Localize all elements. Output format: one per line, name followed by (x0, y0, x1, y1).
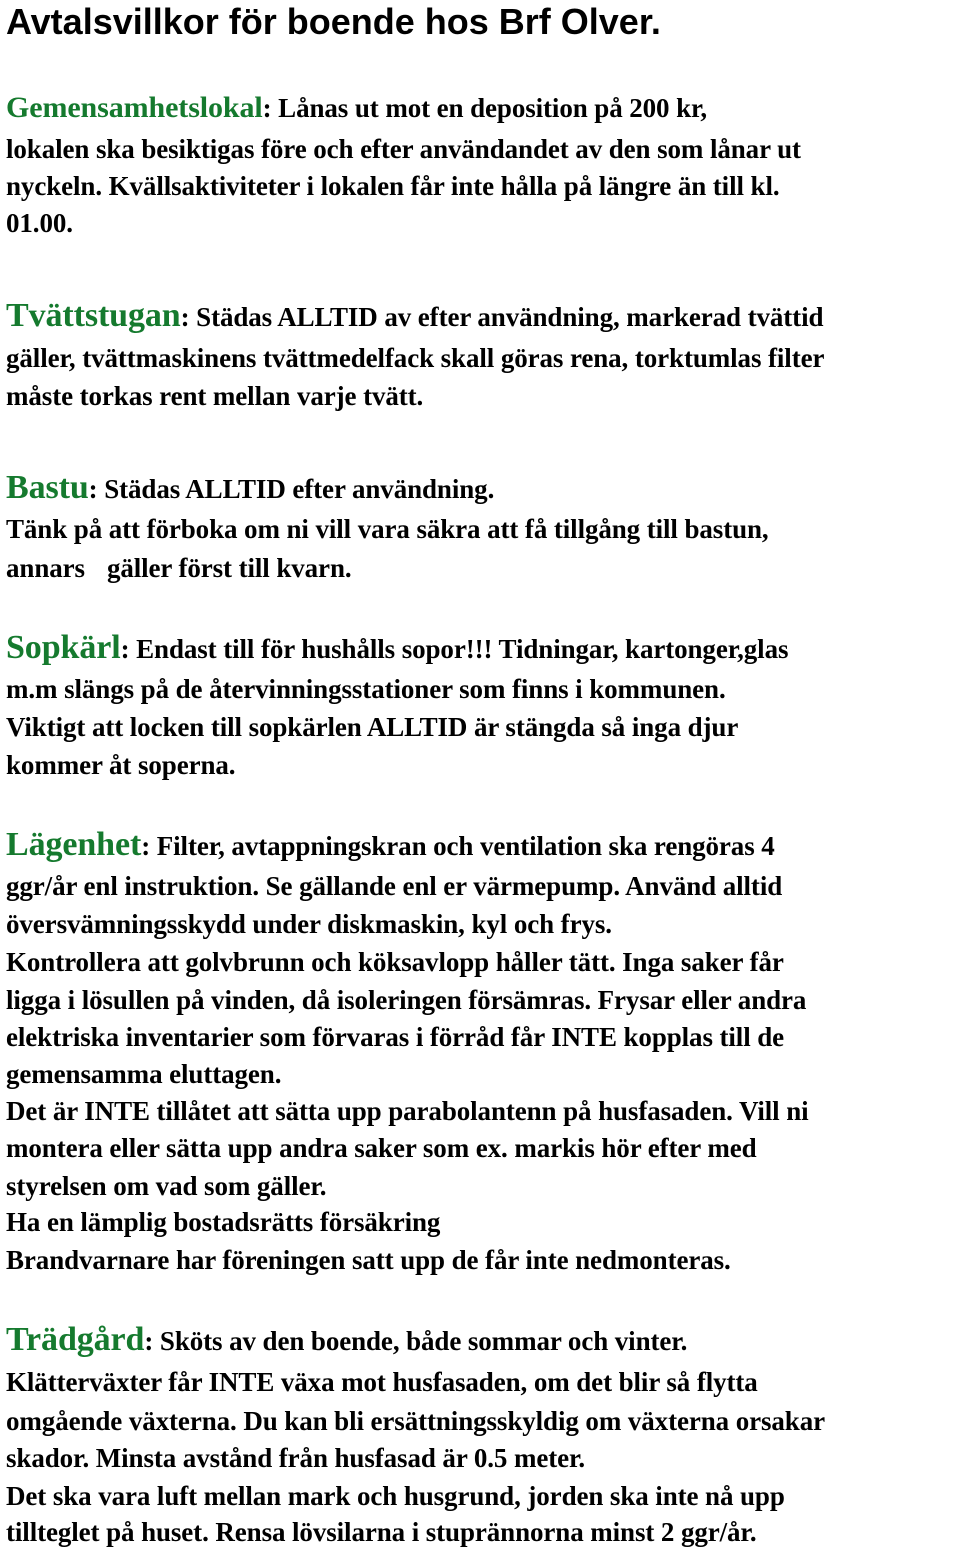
section-line: skador. Minsta avstånd från husfasad är 0.5 meter. (6, 1443, 586, 1473)
section-line: annars gäller först till kvarn. (6, 553, 352, 583)
section-line: Viktigt att locken till sopkärlen ALLTID är stängda så inga djur (6, 712, 739, 742)
section-heading: Tvättstugan (6, 297, 181, 334)
section-line: Kontrollera att golvbrunn och köksavlopp håller tätt. Inga saker får (6, 947, 784, 977)
section-line: omgående växterna. Du kan bli ersättningsskyldig om växterna orsakar (6, 1406, 825, 1436)
section-line: m.m slängs på de återvinningsstationer som finns i kommunen. (6, 674, 726, 704)
section-line: Brandvarnare har föreningen satt upp de får inte nedmonteras. (6, 1245, 731, 1275)
section-line: översvämningsskydd under diskmaskin, kyl och frys. (6, 909, 612, 939)
section-line: Ha en lämplig bostadsrätts försäkring (6, 1207, 441, 1237)
section-line: 01.00. (6, 208, 73, 238)
document-title: Avtalsvillkor för boende hos Brf Olver. (6, 1, 661, 42)
section-line: kommer åt soperna. (6, 750, 236, 780)
section-line: Det är INTE tillåtet att sätta upp parabolantenn på husfasaden. Vill ni (6, 1096, 809, 1126)
section-line: gemensamma eluttagen. (6, 1059, 282, 1089)
section-line: måste torkas rent mellan varje tvätt. (6, 381, 424, 411)
section-line: Trädgård: Sköts av den boende, både sommar och vinter. (6, 1321, 688, 1358)
section-line: styrelsen om vad som gäller. (6, 1171, 327, 1201)
section-heading: Sopkärl (6, 629, 121, 666)
section-line: Det ska vara luft mellan mark och husgrund, jorden ska inte nå upp (6, 1481, 785, 1511)
section-line: Gemensamhetslokal: Lånas ut mot en deposition på 200 kr, (6, 91, 708, 124)
section-line: nyckeln. Kvällsaktiviteter i lokalen får inte hålla på längre än till kl. (6, 171, 780, 201)
section-line: Sopkärl: Endast till för hushålls sopor!!! Tidningar, kartonger,glas (6, 629, 789, 666)
section-line: elektriska inventarier som förvaras i förråd får INTE kopplas till de (6, 1022, 785, 1052)
section-line: Tänk på att förboka om ni vill vara säkra att få tillgång till bastun, (6, 514, 769, 544)
section-line: lokalen ska besiktigas före och efter användandet av den som lånar ut (6, 134, 801, 164)
section-heading: Trädgård (6, 1321, 145, 1358)
section-heading: Lägenhet (6, 826, 142, 863)
section-line: Bastu: Städas ALLTID efter användning. (6, 469, 495, 506)
section-line: Klätterväxter får INTE växa mot husfasaden, om det blir så flytta (6, 1367, 758, 1397)
section-line: ligga i lösullen på vinden, då isoleringen försämras. Frysar eller andra (6, 985, 807, 1015)
section-line: ggr/år enl instruktion. Se gällande enl er värmepump. Använd alltid (6, 871, 783, 901)
section-line: Lägenhet: Filter, avtappningskran och ventilation ska rengöras 4 (6, 826, 775, 863)
section-line: gäller, tvättmaskinens tvättmedelfack skall göras rena, torktumlas filter (6, 343, 825, 373)
section-line: montera eller sätta upp andra saker som ex. markis hör efter med (6, 1133, 757, 1163)
section-line: Tvättstugan: Städas ALLTID av efter användning, markerad tvättid (6, 297, 824, 334)
section-line: tillteglet på huset. Rensa lövsilarna i stuprännorna minst 2 ggr/år. (6, 1517, 757, 1547)
section-heading: Bastu (6, 469, 89, 506)
section-heading: Gemensamhetslokal (6, 91, 263, 124)
